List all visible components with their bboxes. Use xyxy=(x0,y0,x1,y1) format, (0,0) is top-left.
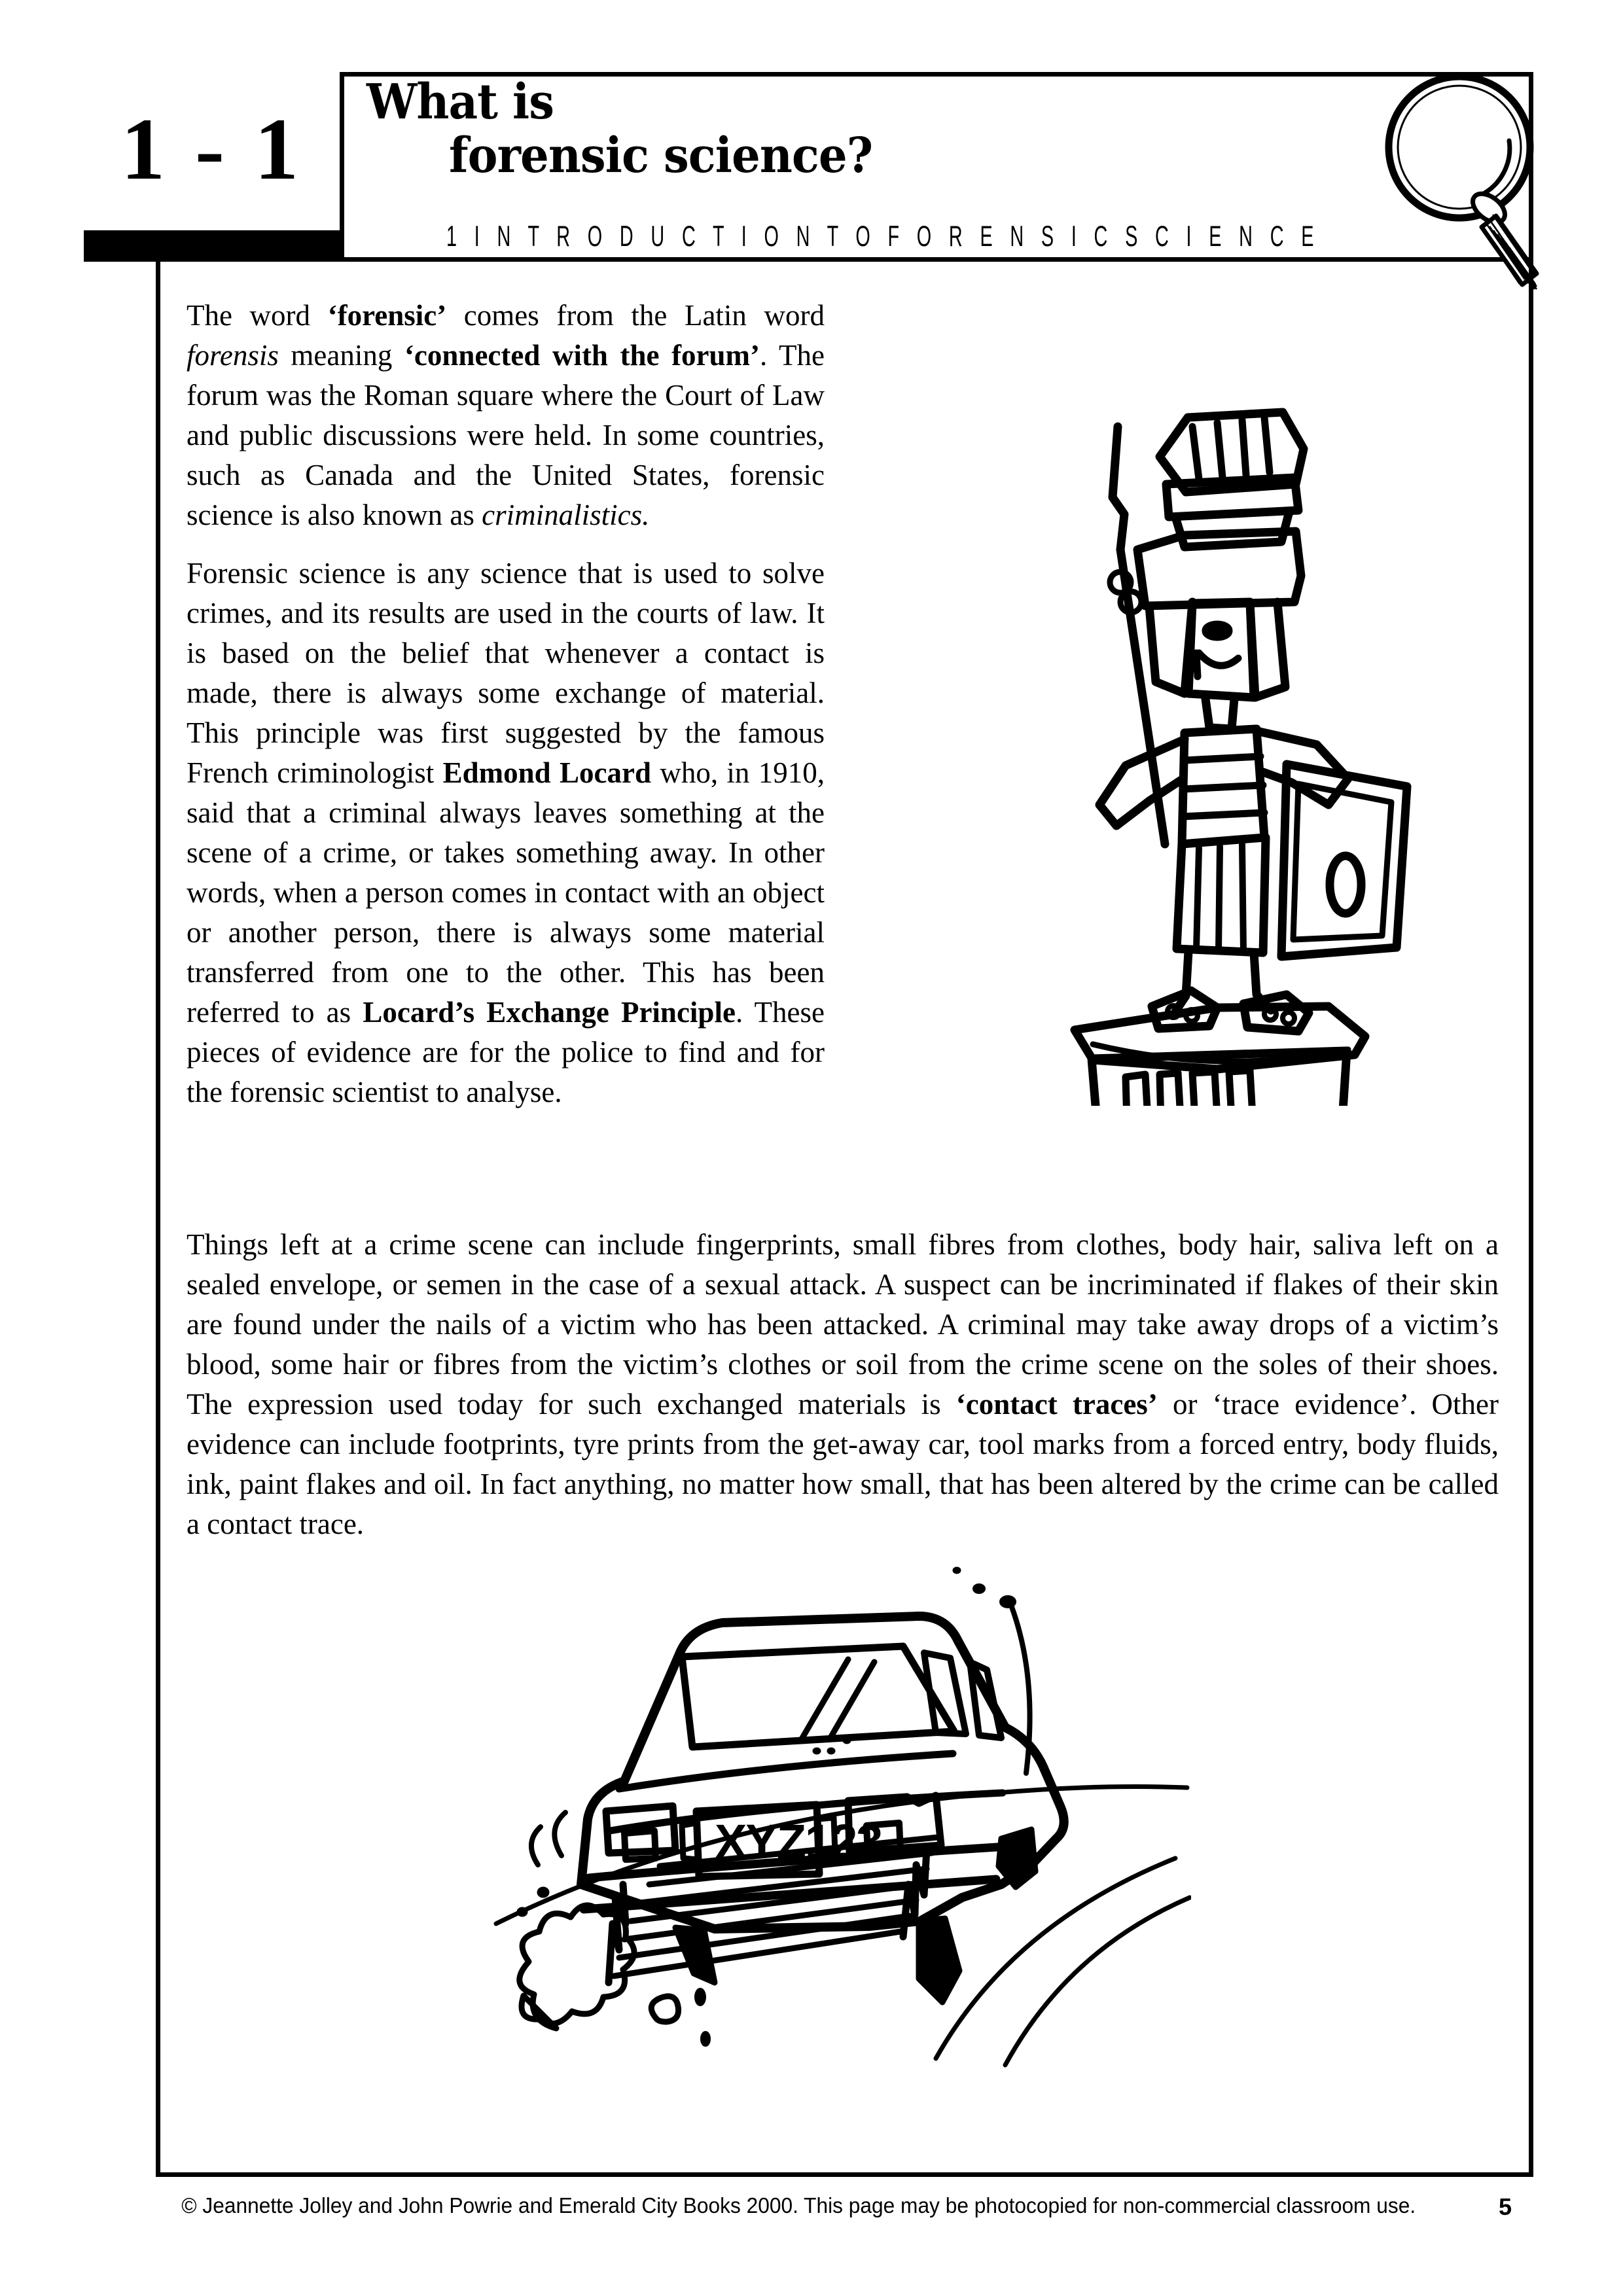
paragraph-3: Things left at a crime scene can include fingerprints, small fibres from clothes, body hair, saliva left on a sealed envelope, or semen in the case of a sexual attack. A suspect can be incriminated if flakes of their skin are found under the nails of a victim who has been attacked. A criminal may take away drops of a victim’s blood, some hair or fibres from the victim’s clothes or soil from the crime scene on the soles of their shoes. The expression used today for such exchanged materials is ‘contact traces’ or ‘trace evidence’. Other evidence can include footprints, tyre prints from the get-away car, tool marks from a forced entry, body fluids, ink, paint flakes and oil. In fact anything, no matter how small, that has been altered by the crime can be called a contact trace. xyxy=(187,1228,1499,1540)
paragraph-2: Forensic science is any science that is used to solve crimes, and its results are used in the courts of law. It is based on the belief that whenever a contact is made, there is always some exchange of material. This principle was first suggested by the famous French criminologist Edmond Locard who, in 1910, said that a criminal always leaves something at the scene of a crime, or takes something away. In other words, when a person comes in contact with an object or another person, there is always some material transferred from one to the other. This has been referred to as Locard’s Exchange Principle. These pieces of evidence are for the police to find and for the forensic scientist to analyse. xyxy=(187,557,825,1108)
chapter-number-cell xyxy=(84,72,344,262)
trace-evidence-paragraph xyxy=(187,1225,1499,1544)
footer-page-number: 5 xyxy=(1499,2193,1512,2220)
intro-column-text xyxy=(187,296,825,1131)
page-title-line-1: What is xyxy=(366,74,554,130)
page-title-line-2: forensic science? xyxy=(449,127,873,184)
page-title xyxy=(366,74,1414,184)
footer-copyright: © Jeannette Jolley and John Powrie and Emerald City Books 2000. This page may be photocopied for non-commercial classroom use. xyxy=(181,2193,1416,2217)
section-subtitle: 1 I N T R O D U C T I O N T O F O R E N S I C S C I E N C E xyxy=(446,221,1320,253)
roman-soldier-statue-illustration xyxy=(1021,386,1479,1106)
chapter-number: 1 - 1 xyxy=(120,100,303,198)
getaway-car-illustration xyxy=(484,1531,1191,2068)
paragraph-1: The word ‘forensic’ comes from the Latin word forensis meaning ‘connected with the forum’. The forum was the Roman square where the Court of Law and public discussions were held. In some countries, such as Canada and the United States, forensic science is also known as criminalistics. xyxy=(187,299,825,531)
chapter-black-bar xyxy=(84,230,340,262)
license-plate-text: XYZ123 xyxy=(715,1814,882,1869)
footer xyxy=(156,2193,1533,2218)
